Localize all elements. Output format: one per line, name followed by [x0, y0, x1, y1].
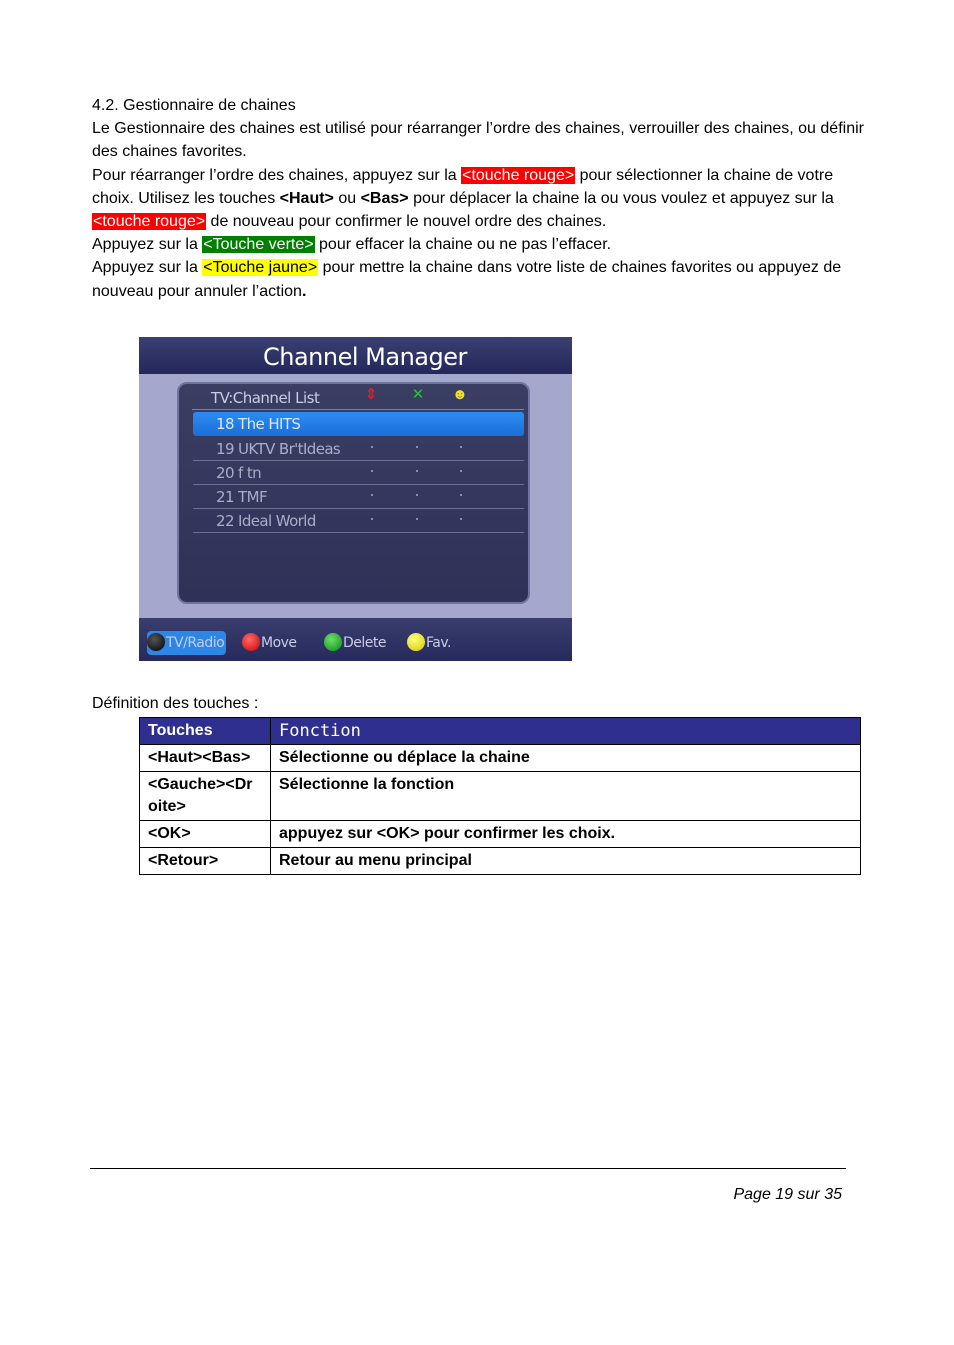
channel-label: 22 Ideal World: [216, 512, 316, 530]
text-run: pour déplacer la chaine la ou vous voulez et appuyez sur la: [408, 189, 834, 207]
text-run: pour sélectionner la chaine de votre choix. Utilisez les touches: [92, 166, 834, 207]
status-dot: [460, 518, 462, 520]
move-label: Move: [261, 635, 297, 651]
section-heading: 4.2. Gestionnaire de chaines: [92, 97, 296, 114]
definitions-label: Définition des touches :: [92, 695, 259, 712]
status-dot: [371, 494, 373, 496]
key-cell: <OK>: [140, 821, 271, 848]
key-cell: <Gauche><Droite>: [140, 772, 271, 821]
text-run: ou: [333, 189, 361, 207]
text-run: pour effacer la chaine ou ne pas l’effacer.: [314, 236, 612, 254]
up-key: <Haut>: [279, 189, 334, 207]
channel-list-title: TV:Channel List: [211, 389, 320, 407]
status-dot: [416, 494, 418, 496]
text-run: .: [301, 282, 307, 300]
yellow-key-highlight: <Touche jaune>: [203, 259, 318, 277]
function-cell: Sélectionne la fonction: [271, 772, 861, 821]
channel-label: 21 TMF: [216, 488, 267, 506]
key-cell: <Retour>: [140, 848, 271, 875]
delete-x-icon: ✕: [411, 386, 425, 403]
green-key-highlight: <Touche verte>: [203, 236, 314, 254]
function-cell: Sélectionne ou déplace la chaine: [271, 745, 861, 772]
text-run: pour mettre la chaine dans votre liste de chaines favorites ou appuyez de nouveau pour annuler l’action: [92, 259, 842, 300]
column-header: Touches: [140, 718, 271, 745]
status-dot: [371, 518, 373, 520]
channel-row[interactable]: [193, 437, 524, 461]
table-row: [140, 745, 861, 772]
fav-label: Fav.: [426, 635, 451, 651]
status-dot: [371, 470, 373, 472]
table-row: [140, 821, 861, 848]
table-row: [140, 848, 861, 875]
footer-divider: [90, 1168, 846, 1169]
green-ball-icon: [324, 633, 342, 651]
channel-row[interactable]: [193, 509, 524, 533]
key-cell: <Haut><Bas>: [140, 745, 271, 772]
status-dot: [416, 446, 418, 448]
text-run: Appuyez sur la: [92, 259, 203, 277]
yellow-ball-icon: [407, 633, 425, 651]
move-button[interactable]: [242, 631, 297, 655]
down-key: <Bas>: [360, 189, 409, 207]
red-key-highlight: <touche rouge>: [462, 166, 575, 184]
channel-row[interactable]: [193, 485, 524, 509]
status-dot: [371, 446, 373, 448]
status-dot: [416, 518, 418, 520]
channel-row[interactable]: [193, 412, 524, 436]
red-ball-icon: [242, 633, 260, 651]
function-cell: Retour au menu principal: [271, 848, 861, 875]
channel-label: 18 The HITS: [216, 415, 301, 433]
red-key-highlight-2: <touche rouge>: [93, 213, 206, 231]
section-text: [92, 94, 872, 303]
status-dot: [460, 446, 462, 448]
fav-button[interactable]: [407, 631, 451, 655]
list-header-divider: [192, 409, 524, 410]
tv-radio-label: TV/Radio: [166, 635, 225, 651]
table-row: [140, 772, 861, 821]
channel-manager-titlebar: [139, 337, 572, 374]
table-header-row: [140, 718, 861, 745]
smiley-fav-icon: ☻: [452, 386, 468, 403]
reorder-paragraph: [92, 164, 872, 234]
function-cell: appuyez sur <OK> pour confirmer les choix.: [271, 821, 861, 848]
channel-row[interactable]: [193, 461, 524, 485]
channel-label: 19 UKTV Br'tIdeas: [216, 440, 341, 458]
intro-paragraph: Le Gestionnaire des chaines est utilisé pour réarranger l’ordre des chaines, verrouiller des chaines, ou définir des chaines favorites.: [92, 120, 864, 161]
channel-manager-title: Channel Manager: [263, 343, 467, 371]
delete-label: Delete: [343, 635, 386, 651]
favorite-paragraph: [92, 256, 872, 302]
page-number: Page 19 sur 35: [733, 1186, 842, 1203]
lock-move-icon: ⇕: [364, 386, 378, 403]
channel-manager-screenshot: [139, 337, 572, 661]
status-dot: [460, 494, 462, 496]
status-dot: [416, 470, 418, 472]
column-header: Fonction: [271, 718, 861, 745]
key-definitions-table: [139, 717, 861, 875]
delete-paragraph: [92, 233, 872, 256]
status-dot: [460, 470, 462, 472]
row-divider: [193, 532, 524, 533]
text-run: Pour réarranger l’ordre des chaines, appuyez sur la: [92, 166, 462, 184]
channel-label: 20 f tn: [216, 464, 262, 482]
tv-radio-button[interactable]: [147, 631, 226, 655]
text-run: Appuyez sur la: [92, 236, 203, 254]
text-run: de nouveau pour confirmer le nouvel ordre des chaines.: [206, 213, 607, 231]
black-ball-icon: [147, 633, 165, 651]
delete-button[interactable]: [324, 631, 386, 655]
